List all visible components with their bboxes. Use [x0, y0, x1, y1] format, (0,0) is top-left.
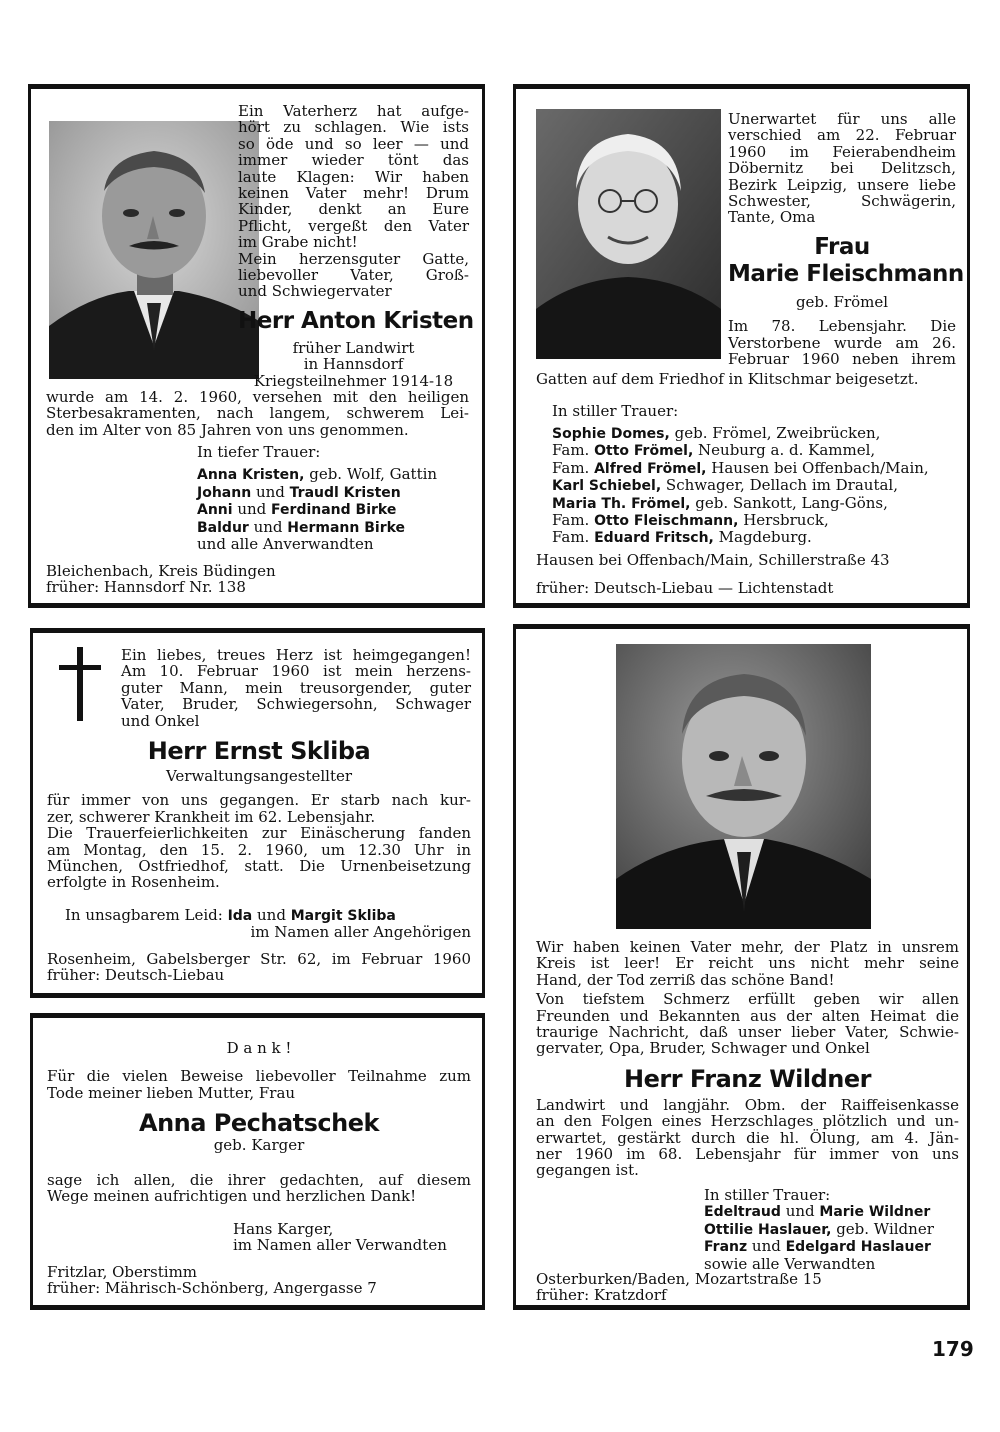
skliba-intro-line: Ein liebes, treues Herz ist heimgegangen! [121, 646, 471, 664]
obituary-wildner [513, 624, 970, 1310]
wildner-mourning-label: In stiller Trauer: [704, 1186, 831, 1204]
fleischmann-mourner-prefix: Fam. [552, 441, 595, 460]
fleischmann-intro-line: Schwester, Schwägerin, [728, 192, 956, 211]
kristen-mourner-line [197, 501, 477, 518]
fleischmann-mourner-name: Eduard Fritsch, [594, 530, 714, 547]
obituary-fleischmann [513, 84, 970, 608]
kristen-detail-line: in Hannsdorf [303, 355, 404, 374]
fleischmann-intro-line: 1960 im Feierabendheim [728, 142, 956, 161]
wildner-intro-line: traurige Nachricht, daß unser lieber Vater, Schwie- [536, 1023, 959, 1042]
fleischmann-mourner-line [552, 477, 962, 494]
fleischmann-intro-line: Bezirk Leipzig, unsere liebe [728, 175, 956, 194]
skliba-intro-line: Am 10. Februar 1960 ist mein herzens- [121, 662, 471, 681]
dank-body-line: sage ich allen, die ihrer gedachten, auf diesem [47, 1170, 471, 1189]
kristen-poem-line: Ein Vaterherz hat aufge- [238, 102, 469, 120]
kristen-mourner-und: und [251, 482, 290, 501]
kristen-mourner-name: Anna Kristen, [197, 467, 305, 484]
fleischmann-intro-line: Tante, Oma [728, 208, 816, 227]
kristen-body-line: den im Alter von 85 Jahren von uns genommen. [46, 420, 409, 439]
fleischmann-intro-line: Döbernitz bei Delitzsch, [728, 159, 956, 178]
kristen-intro-line: Mein herzensguter Gatte, [238, 249, 469, 268]
cross-icon [55, 647, 105, 721]
kristen-place: Bleichenbach, Kreis Büdingen [46, 562, 276, 580]
fleischmann-name: Marie Fleischmann [728, 260, 964, 287]
kristen-detail-line: früher Landwirt [292, 338, 415, 357]
fleischmann-mourner-prefix: Fam. [552, 511, 595, 530]
kristen-name: Herr Anton Kristen [238, 307, 474, 334]
fleischmann-mourner-line [552, 425, 962, 442]
wildner-verse-line: Hand, der Tod zerriß das schöne Band! [536, 970, 835, 989]
kristen-detail-line: Kriegsteilnehmer 1914-18 [253, 371, 454, 390]
skliba-leid-line [65, 907, 475, 924]
fleischmann-mourner-rest: Magdeburg. [713, 528, 812, 547]
page-number: 179 [932, 1337, 974, 1361]
dank-heading: D a n k ! [226, 1039, 292, 1057]
fleischmann-place-former: früher: Deutsch-Liebau — Lichtenstadt [536, 579, 834, 598]
fleischmann-mourner-name: Sophie Domes, [552, 426, 670, 442]
dank-signature: Hans Karger, [233, 1220, 334, 1238]
wildner-verse-line: Kreis ist leer! Er reicht uns nicht mehr seine [536, 954, 959, 973]
skliba-leid-label: In unsagbarem Leid: [65, 906, 228, 924]
kristen-mourner-line [197, 519, 477, 536]
fleischmann-mourner-rest: Hersbruck, [738, 511, 829, 530]
wildner-mourner-line [704, 1238, 964, 1255]
kristen-mourner-name: Hermann Birke [287, 519, 406, 536]
kristen-body-line: Sterbesakramenten, nach langem, schwerem Lei- [46, 404, 469, 423]
kristen-mourner-line: und alle Anverwandten [197, 535, 374, 554]
photo-fleischmann [536, 109, 721, 359]
fleischmann-mourner-rest: geb. Sankott, Lang-Göns, [690, 493, 888, 512]
skliba-place-former: früher: Deutsch-Liebau [47, 966, 225, 985]
skliba-body-line: am Montag, den 15. 2. 1960, um 12.30 Uhr in [47, 840, 471, 859]
fleischmann-mourner-rest: Hausen bei Offenbach/Main, [706, 458, 929, 477]
fleischmann-mourner-name: Karl Schiebel, [552, 478, 662, 495]
dank-place: Fritzlar, Oberstimm [47, 1263, 198, 1281]
wildner-mourner-und: und [780, 1202, 820, 1221]
fleischmann-mourner-rest: geb. Frömel, Zweibrücken, [669, 424, 881, 442]
fleischmann-mourner-line [552, 495, 962, 512]
wildner-place-former: früher: Kratzdorf [536, 1286, 667, 1305]
cross-glyph [55, 647, 56, 648]
dank-intro-line: Für die vielen Beweise liebevoller Teilnahme zum [47, 1067, 471, 1086]
fleischmann-mourner-line [552, 529, 962, 546]
skliba-intro-line: Vater, Bruder, Schwiegersohn, Schwager [121, 695, 471, 714]
fleischmann-body-line: Im 78. Lebensjahr. Die [728, 317, 956, 336]
fleischmann-body-line: Gatten auf dem Friedhof in Klitschmar beigesetzt. [536, 370, 919, 388]
kristen-mourning-label: In tiefer Trauer: [197, 443, 321, 461]
wildner-body-line: an den Folgen eines Herzschlages plötzlich und un- [536, 1112, 959, 1131]
wildner-place: Osterburken/Baden, Mozartstraße 15 [536, 1270, 822, 1288]
wildner-mourner-line [704, 1221, 964, 1238]
skliba-intro-line: und Onkel [121, 711, 200, 730]
kristen-poem-line: hört zu schlagen. Wie ists [238, 118, 469, 137]
kristen-intro-line: liebevoller Vater, Groß- [238, 266, 469, 285]
fleischmann-mourner-rest: Schwager, Dellach im Drautal, [661, 476, 898, 495]
skliba-intro-line: guter Mann, mein treusorgender, guter [121, 678, 471, 697]
skliba-body-line: Die Trauerfeierlichkeiten zur Einäscherung fanden [47, 824, 471, 843]
skliba-leid-line2: im Namen aller Angehörigen [250, 923, 471, 941]
wildner-intro-line: gervater, Opa, Bruder, Schwager und Onkel [536, 1039, 870, 1058]
fleischmann-mourner-line [552, 512, 962, 529]
photo-kristen [49, 121, 259, 379]
fleischmann-title: Frau [814, 233, 870, 260]
wildner-body-line: erwartet, gestärkt durch die hl. Ölung, am 4. Jän- [536, 1128, 959, 1147]
kristen-mourner-name: Baldur [197, 519, 249, 536]
skliba-body-line: erfolgte in Rosenheim. [47, 873, 220, 892]
wildner-mourner-rest: geb. Wildner [831, 1219, 934, 1238]
obituary-kristen [28, 84, 485, 608]
fleischmann-born: geb. Frömel [795, 292, 889, 311]
fleischmann-mourner-prefix: Fam. [552, 528, 595, 547]
kristen-poem-line: keinen Vater mehr! Drum [238, 184, 469, 203]
photo-wildner [616, 644, 871, 929]
skliba-body-line: zer, schwerer Krankheit im 62. Lebensjahr. [47, 807, 376, 826]
skliba-body-line: für immer von uns gegangen. Er starb nach kur- [47, 791, 471, 810]
kristen-body-line: wurde am 14. 2. 1960, versehen mit den heiligen [46, 388, 469, 406]
skliba-place: Rosenheim, Gabelsberger Str. 62, im Februar 1960 [47, 950, 471, 968]
kristen-poem-line: immer wieder tönt das [238, 151, 469, 170]
dank-signature-line2: im Namen aller Verwandten [233, 1236, 447, 1255]
wildner-body-line: gegangen ist. [536, 1161, 639, 1180]
fleischmann-body-line: Februar 1960 neben ihrem [728, 350, 956, 369]
thanks-pechatschek [30, 1013, 485, 1310]
fleischmann-mourning-label: In stiller Trauer: [552, 402, 679, 420]
kristen-poem-line: so öde und so leer — und [238, 134, 469, 153]
kristen-mourner-name: Traudl Kristen [289, 484, 401, 501]
dank-name: Anna Pechatschek [139, 1109, 379, 1138]
wildner-body-line: ner 1960 im 68. Lebensjahr für immer von uns [536, 1145, 959, 1164]
wildner-mourner-name: Ottilie Haslauer, [704, 1221, 832, 1238]
wildner-intro-line: Von tiefstem Schmerz erfüllt geben wir allen [536, 990, 959, 1009]
skliba-mourner-name: Margit Skliba [290, 908, 396, 924]
dank-intro-line: Tode meiner lieben Mutter, Frau [47, 1083, 296, 1102]
wildner-mourner-line: sowie alle Verwandten [704, 1254, 876, 1273]
kristen-mourner-name: Johann [197, 484, 252, 501]
fleischmann-body-line: Verstorbene wurde am 26. [728, 333, 956, 352]
fleischmann-place: Hausen bei Offenbach/Main, Schillerstraße 43 [536, 551, 890, 569]
fleischmann-mourner-name: Otto Frömel, [594, 443, 694, 460]
fleischmann-mourner-line [552, 460, 962, 477]
skliba-mourner-und: und [252, 906, 291, 924]
wildner-mourner-name: Franz [704, 1239, 748, 1256]
skliba-occupation: Verwaltungsangestellter [165, 767, 353, 785]
kristen-intro-line: und Schwiegervater [238, 282, 392, 301]
kristen-mourner-line [197, 466, 477, 483]
fleischmann-mourner-name: Alfred Frömel, [594, 460, 707, 477]
wildner-mourner-line [704, 1203, 964, 1220]
kristen-poem-line: Pflicht, vergeßt den Vater [238, 216, 469, 235]
wildner-intro-line: Freunden und Bekannten aus der alten Heimat die [536, 1006, 959, 1025]
dank-body-line: Wege meinen aufrichtigen und herzlichen Dank! [47, 1187, 417, 1206]
kristen-mourner-line [197, 484, 477, 501]
kristen-place-former: früher: Hannsdorf Nr. 138 [46, 578, 246, 597]
skliba-mourner-name: Ida [227, 908, 253, 924]
kristen-poem-line: im Grabe nicht! [238, 233, 358, 252]
kristen-poem-line: Kinder, denkt an Eure [238, 200, 469, 219]
wildner-verse-line: Wir haben keinen Vater mehr, der Platz in unsrem [536, 938, 959, 956]
skliba-name: Herr Ernst Skliba [147, 737, 371, 765]
wildner-mourner-name: Edeltraud [704, 1204, 781, 1221]
wildner-mourner-und: und [747, 1237, 786, 1256]
kristen-mourner-name: Ferdinand Birke [271, 502, 397, 519]
dank-place-former: früher: Mährisch-Schönberg, Angergasse 7 [47, 1279, 377, 1298]
fleischmann-mourner-name: Maria Th. Frömel, [552, 495, 691, 512]
kristen-poem-line: laute Klagen: Wir haben [238, 167, 469, 186]
kristen-mourner-und: und [232, 500, 272, 519]
dank-born: geb. Karger [213, 1136, 305, 1155]
fleischmann-mourner-line [552, 442, 962, 459]
fleischmann-intro-line: verschied am 22. Februar [728, 126, 956, 145]
obituary-skliba [30, 628, 485, 998]
skliba-body-line: München, Ostfriedhof, statt. Die Urnenbeisetzung [47, 857, 471, 876]
kristen-mourner-rest: geb. Wolf, Gattin [304, 465, 438, 484]
fleischmann-mourner-name: Otto Fleischmann, [594, 513, 739, 530]
wildner-name: Herr Franz Wildner [624, 1064, 871, 1093]
kristen-mourner-name: Anni [197, 502, 233, 519]
wildner-mourner-name: Edelgard Haslauer [785, 1239, 931, 1256]
kristen-mourner-und: und [248, 517, 288, 536]
fleischmann-intro-line: Unerwartet für uns alle [728, 110, 956, 128]
wildner-body-line: Landwirt und langjähr. Obm. der Raiffeisenkasse [536, 1095, 959, 1114]
fleischmann-mourner-prefix: Fam. [552, 458, 595, 477]
wildner-mourner-name: Marie Wildner [819, 1204, 931, 1221]
fleischmann-mourner-rest: Neuburg a. d. Kammel, [693, 441, 876, 460]
